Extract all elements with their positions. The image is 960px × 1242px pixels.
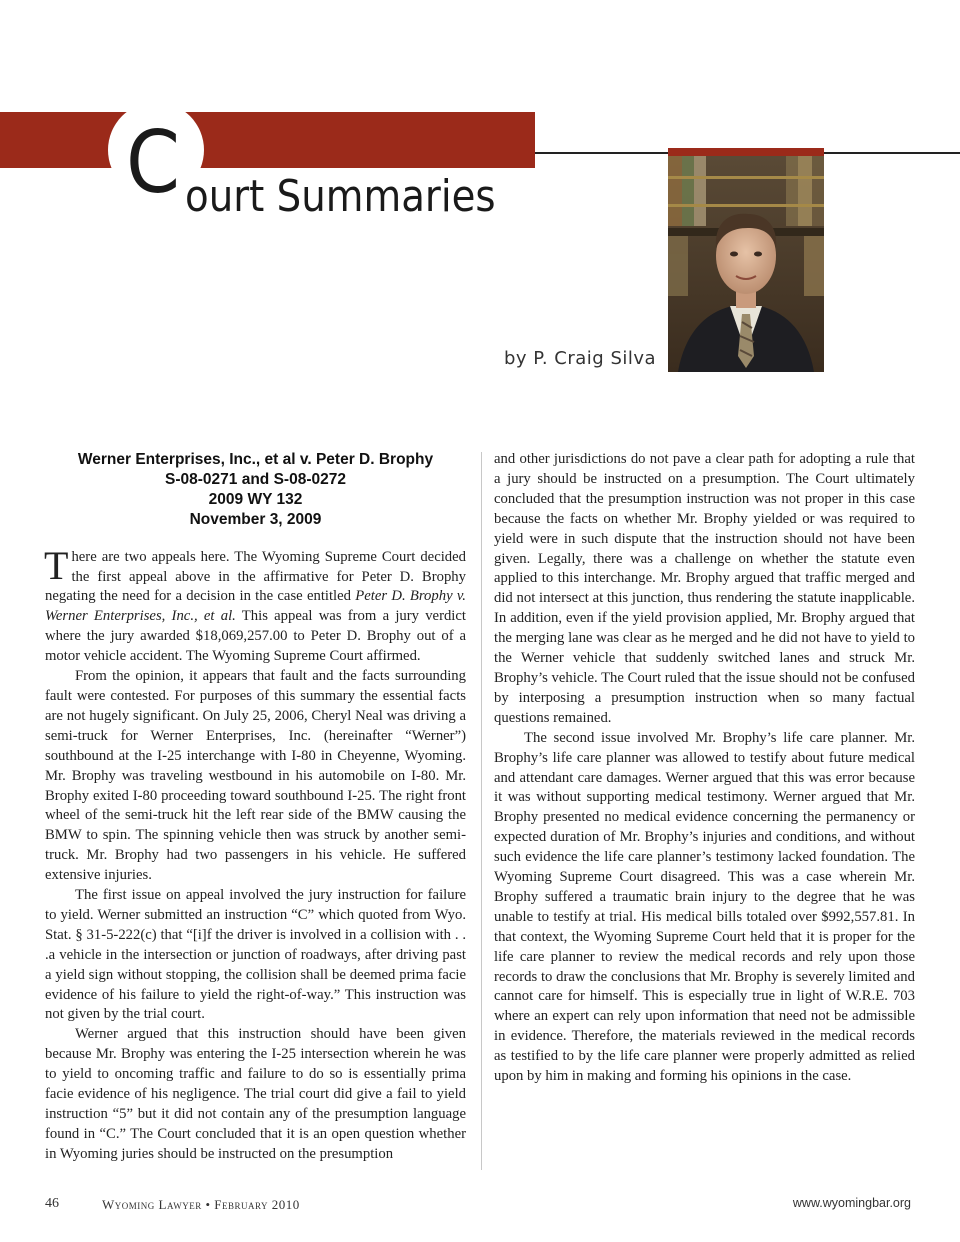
paragraph-5: and other jurisdictions do not pave a clear path for adopting a rule that a jury should be instructed on a presumption. The Court ultimately concluded that the presumption instruction was not proper in this case because the facts on whether Mr. Brophy yielded or was required to yield were in such dispute that the instruction should not have been given. Legally, there was a challenge on whether the statute even applied to this interchange. Mr. Brophy argued that traffic merged and did not intersect at this junction, thus rendering the statute inapplicable. In addition, even if the yield provision applied, Mr. Brophy argued that the merging lane was clear as he merged and he did not have to yield to the Werner vehicle that suddenly switched lanes and struck Mr. Brophy’s vehicle. The Court ruled that the issue should not be confused by interposing a presumption instruction when so many factual questions remained. (494, 451, 915, 726)
case-heading (45, 450, 466, 530)
case-date: November 3, 2009 (189, 510, 322, 528)
page-footer (45, 1196, 911, 1216)
column-divider (481, 452, 482, 1170)
paragraph-2: From the opinion, it appears that fault and the facts surrounding fault were contested. For purposes of this summary the essential facts are not hugely significant. On July 25, 2006, Cheryl Neal was driving a semi-truck for Werner Enterprises, Inc. (hereinafter “Werner”) southbound at the I-25 interchange with I-80 in Cheyenne, Wyoming. Mr. Brophy was traveling westbound in his automobile on I-80. Mr. Brophy exited I-80 proceeding toward southbound I-25. The right front wheel of the semi-truck hit the left rear side of the BMW causing the BMW to spin. The spinning vehicle then was struck by another semi-truck. Mr. Brophy had two passengers in his vehicle. He suffered extensive injuries. (45, 668, 466, 884)
author-portrait-photo (668, 148, 824, 372)
paragraph-4: Werner argued that this instruction should have been given because Mr. Brophy was entering the I-25 intersection wherein he was to yield to oncoming traffic and failure to do so is essentially prima facie evidence of his negligence. The trial court did give a fail to yield instruction “5” but it did not contain any of the presumption language found in “C.” The Court concluded that it is an open question whether in Wyoming juries should be instructed on the presumption (45, 1026, 466, 1162)
case-title-italic: Peter D. Brophy v. Werner Enterprises, Inc., et al. (45, 588, 466, 625)
paragraph-6: The second issue involved Mr. Brophy’s life care planner. Mr. Brophy’s life care planner was allowed to testify about future medical and attendant care damages. Werner argued that this was error because it was without supporting medical testimony. Werner argued that Mr. Brophy presented no medical evidence concerning the permanency or expected duration of Mr. Brophy’s injuries and conditions, and without such evidence the life care planner’s testimony lacked foundation. The Wyoming Supreme Court disagreed. This was a case wherein Mr. Brophy suffered a traumatic brain injury to the degree that he was unable to testify at trial. His medical bills totaled over $992,557.81. In that context, the Wyoming Supreme Court held that it is proper for the life care planner to review the medical records and rely upon those records to draw the conclusions that Mr. Brophy is severely limited and cannot care for himself. This is especially true in light of W.R.E. 703 where an expert can rely upon information that need not be admissible in evidence. Therefore, the materials reviewed in the medical records as testified to by the life care planner were properly admitted as relied upon by him in making and forming his opinions in the case. (494, 729, 915, 1085)
page-title: ourt Summaries (185, 171, 496, 222)
page-number: 46 (45, 1196, 59, 1211)
title-initial: C (126, 113, 181, 213)
header-accent-bar (0, 112, 535, 168)
portrait-icon (668, 156, 824, 372)
right-column (494, 450, 915, 1087)
byline: by P. Craig Silva (504, 348, 657, 369)
website-url: www.wyomingbar.org (792, 1196, 911, 1210)
paragraph-1 (44, 542, 466, 667)
drop-cap: T (44, 542, 69, 588)
case-citation: 2009 WY 132 (208, 490, 303, 508)
case-name: Werner Enterprises, Inc., et al v. Peter D. Brophy (77, 451, 434, 468)
left-column (45, 450, 466, 1165)
paragraph-1-text-a: here are two appeals here. The Wyoming Supreme Court decided the first appeal above in the affirmative for Peter D. Brophy negating the need for a decision in the case entitled (45, 548, 466, 605)
paragraph-3: The first issue on appeal involved the jury instruction for failure to yield. Werner submitted an instruction “C” which quoted from Wyo. Stat. § 31-5-222(c) that “[i]f the driver is involved in a collision with . . .a vehicle in the intersection or junction of roadways, after driving past a yield sign without stopping, the collision shall be deemed prima facie evidence of his failure to yield the right-of-way.” This instruction was not given by the trial court. (45, 887, 466, 1023)
publication-line: Wyoming Lawyer • February 2010 (102, 1197, 300, 1212)
paragraph-1-text-b: This appeal was from a jury verdict where the jury awarded $18,069,257.00 to Peter D. Brophy out of a motor vehicle accident. The Wyoming Supreme Court affirmed. (45, 608, 466, 665)
case-docket: S-08-0271 and S-08-0272 (165, 470, 346, 488)
